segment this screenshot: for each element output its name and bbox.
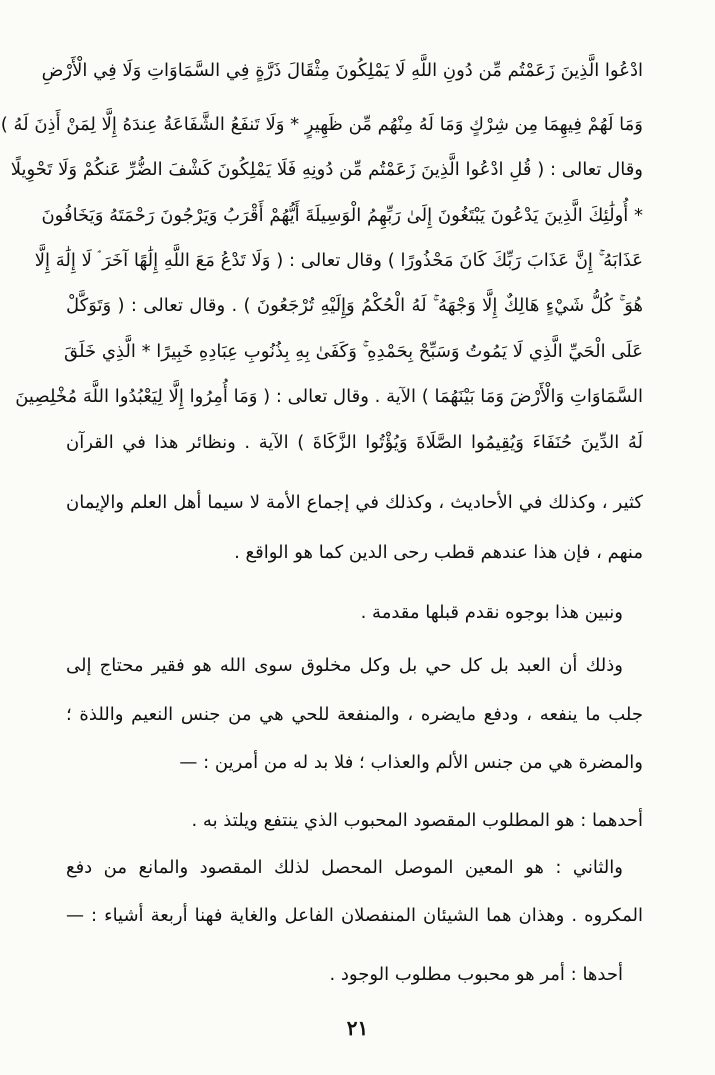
page-number: ٢١: [346, 1016, 369, 1040]
paragraph-line-14: جلب ما ينفعه ، ودفع مايضره ، والمنفعة للحي هي من جنس النعيم واللذة ؛: [66, 704, 643, 725]
quran-verse-line-2: وَمَا لَهُمْ فِيهِمَا مِن شِرْكٍ وَمَا لَهُ مِنْهُم مِّن ظَهِيرٍ * وَلَا تَنفَعُ الشَّفَاعَةُ عِندَهُ إِلَّا لِمَنْ أَذِنَ لَهُ ): [0, 114, 643, 135]
paragraph-line-19: أحدها : أمر هو محبوب مطلوب الوجود .: [329, 964, 623, 985]
paragraph-line-13: وذلك أن العبد بل كل حي بل وكل مخلوق سوى الله هو فقير محتاج إلى: [66, 655, 623, 676]
paragraph-line-17: والثاني : هو المعين الموصل المحصل لذلك المقصود والمانع من دفع: [66, 857, 623, 878]
paragraph-line-15: والمضرة هي من جنس الألم والعذاب ؛ فلا بد له من أمرين : —: [179, 752, 643, 773]
quran-verse-line-4: * أُولَٰئِكَ الَّذِينَ يَدْعُونَ يَبْتَغُونَ إِلَىٰ رَبِّهِمُ الْوَسِيلَةَ أَيُّهُمْ أَقْرَبُ وَيَرْجُونَ رَحْمَتَهُ وَيَخَافُونَ: [41, 205, 643, 226]
body-text-line-10: كثير ، وكذلك في الأحاديث ، وكذلك في إجماع الأمة لا سيما أهل العلم والإيمان: [66, 492, 643, 513]
quran-verse-line-8: السَّمَاوَاتِ وَالْأَرْضَ وَمَا بَيْنَهُمَا ) الآية . وقال تعالى : ( وَمَا أُمِرُوا إِلَّا لِيَعْبُدُوا اللَّهَ مُخْلِصِينَ: [15, 386, 643, 407]
quran-verse-line-3: وقال تعالى : ( قُلِ ادْعُوا الَّذِينَ زَعَمْتُم مِّن دُونِهِ فَلَا يَمْلِكُونَ كَشْفَ الضُّرِّ عَنكُمْ وَلَا تَحْوِيلًا: [10, 159, 643, 180]
paragraph-line-16: أحدهما : هو المطلوب المقصود المحبوب الذي ينتفع ويلتذ به .: [191, 810, 643, 831]
quran-verse-line-5: عَذَابَهُ ۚ إِنَّ عَذَابَ رَبِّكَ كَانَ مَحْذُورًا ) وقال تعالى : ( وَلَا تَدْعُ مَعَ اللَّهِ إِلَٰهًا آخَرَ ۘ لَا إِلَٰهَ إِلَّا: [34, 250, 643, 271]
quran-verse-line-9: لَهُ الدِّينَ حُنَفَاءَ وَيُقِيمُوا الصَّلَاةَ وَيُؤْتُوا الزَّكَاةَ ) الآية . ونظائر هذا في القرآن: [66, 432, 643, 453]
quran-verse-line-7: عَلَى الْحَيِّ الَّذِي لَا يَمُوتُ وَسَبِّحْ بِحَمْدِهِ ۚ وَكَفَىٰ بِهِ بِذُنُوبِ عِبَادِهِ خَبِيرًا * الَّذِي خَلَقَ: [64, 341, 643, 362]
paragraph-line-18: المكروه . وهذان هما الشيئان المنفصلان الفاعل والغاية فهنا أربعة أشياء : —: [66, 905, 643, 926]
quran-verse-line-6: هُوَ ۚ كُلُّ شَيْءٍ هَالِكٌ إِلَّا وَجْهَهُ ۚ لَهُ الْحُكْمُ وَإِلَيْهِ تُرْجَعُونَ ) . وقال تعالى : ( وَتَوَكَّلْ: [66, 295, 643, 316]
paragraph-line-12: ونبين هذا بوجوه نقدم قبلها مقدمة .: [360, 602, 623, 623]
body-text-line-11: منهم ، فإن هذا عندهم قطب رحى الدين كما هو الواقع .: [234, 542, 643, 563]
quran-verse-line-1: ادْعُوا الَّذِينَ زَعَمْتُم مِّن دُونِ اللَّهِ لَا يَمْلِكُونَ مِثْقَالَ ذَرَّةٍ فِي السَّمَاوَاتِ وَلَا فِي الْأَرْضِ: [41, 60, 643, 81]
